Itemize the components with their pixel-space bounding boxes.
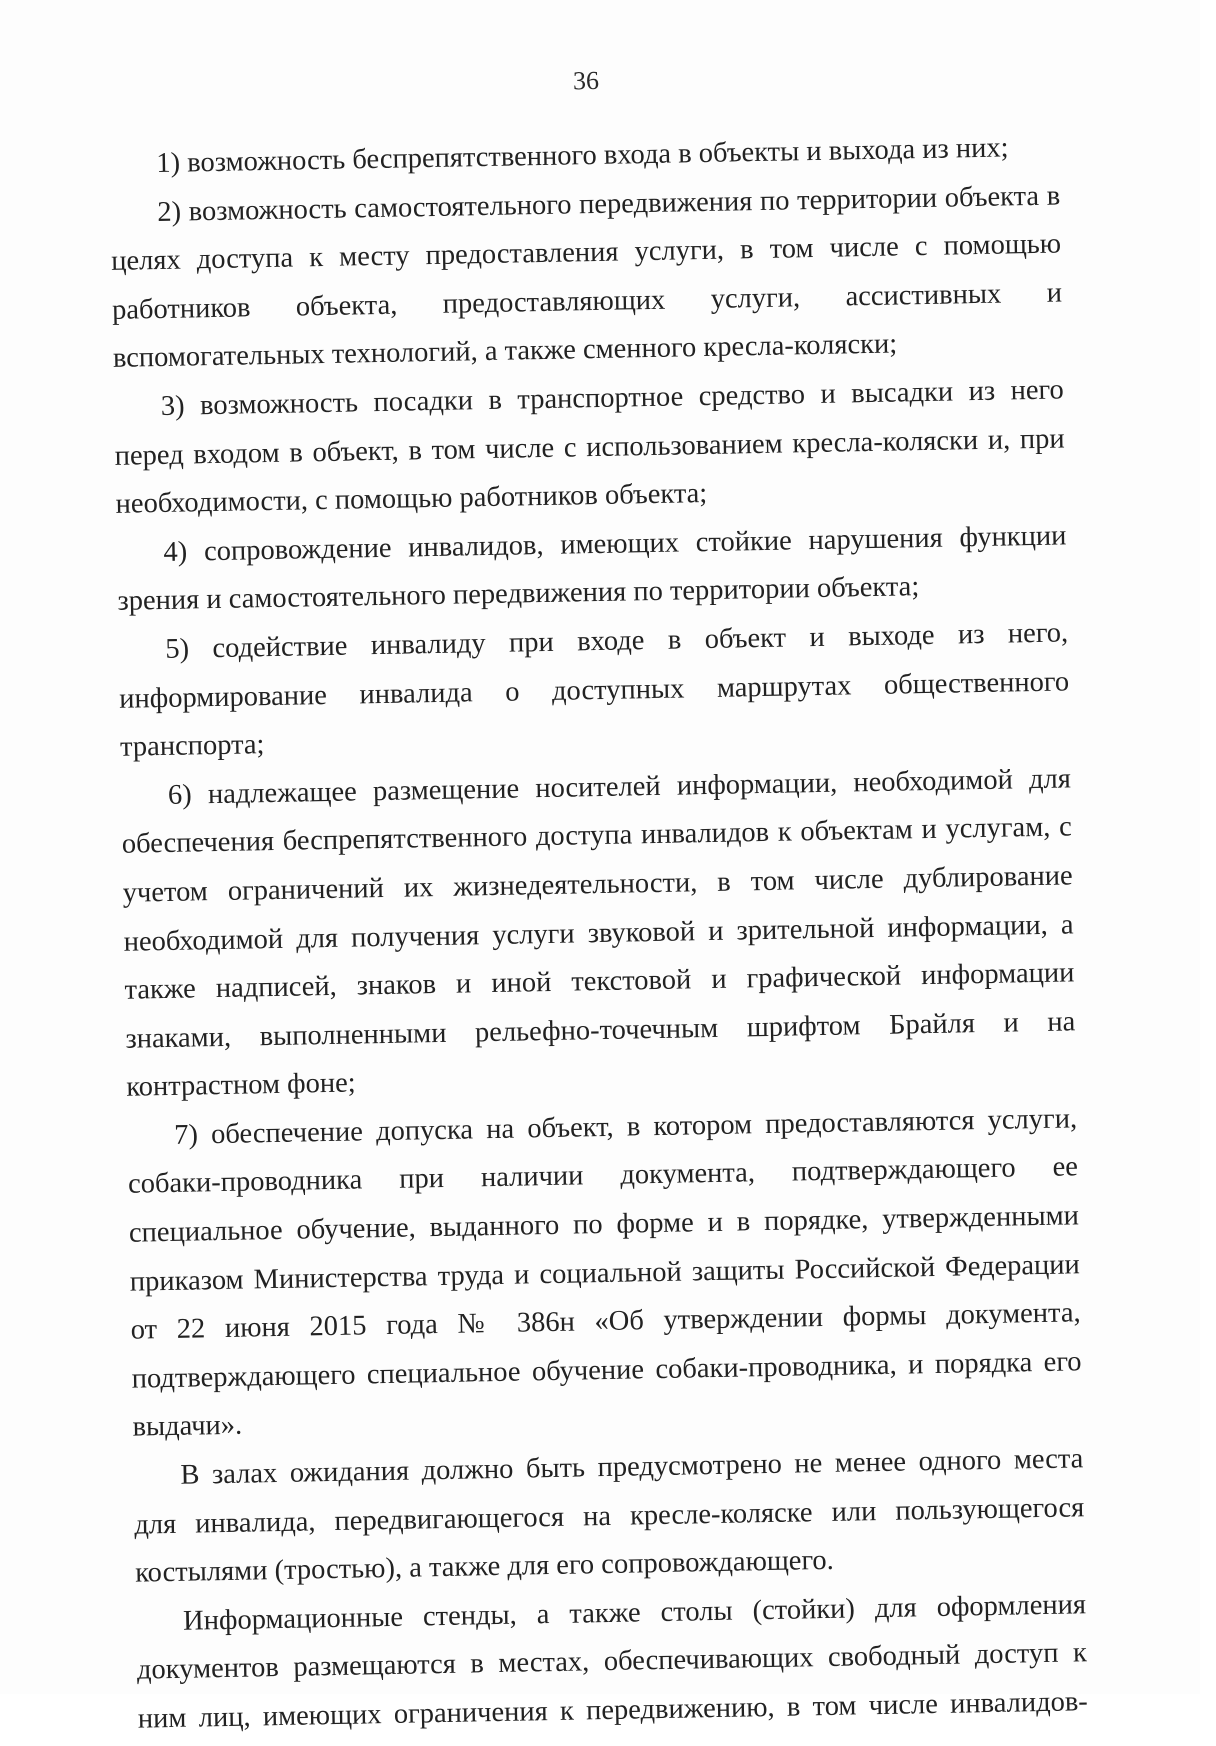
list-item-6: 6) надлежащее размещение носителей информации, необходимой для обеспечения беспрепятственного доступа инвалидов к объектам и услугам, с учетом ограничений их жизнедеятельности, в том числе дублирование необходимой для получения услуги звуковой и зрительной информации, а также надписей, знаков и иной текстовой и графической информации знаками, выполненными рельефно-точечным шрифтом Брайля и на контрастном фоне; <box>121 763 1076 1103</box>
list-item-2: 2) возможность самостоятельного передвижения по территории объекта в целях доступа к месту предоставления услуги, в том числе с помощью работников объекта, предоставляющих услуги, ассистивных и вспомогательных технологий, а также сменного кресла-коляски; <box>110 180 1063 375</box>
paragraph-information-stands: Информационные стенды, а также столы (стойки) для оформления документов размещаются в местах, обеспечивающих свободный доступ к ним лиц, имеющих ограничения к передвижению, в том числе инвалидов- <box>136 1589 1089 1735</box>
list-item-5: 5) содействие инвалиду при входе в объект и выходе из него, информирование инвалида о доступных маршрутах общественного транспорта; <box>118 617 1070 763</box>
list-item-3: 3) возможность посадки в транспортное средство и высадки из него перед входом в объект, в том числе с использованием кресла-коляски и, при необходимости, с помощью работников объекта; <box>114 374 1065 520</box>
list-item-4: 4) сопровождение инвалидов, имеющих стойкие нарушения функции зрения и самостоятельного передвижения по территории объекта; <box>117 520 1067 618</box>
list-item-7: 7) обеспечение допуска на объект, в котором предоставляются услуги, собаки-проводника при наличии документа, подтверждающего ее специальное обучение, выданного по форме и в порядке, утвержденными приказом Министерства труда и социальной защиты Российской Федерации от 22 июня 2015 года № 386н «Об утверждении формы документа, подтверждающего специальное обучение собаки-проводника, и порядка его выдачи». <box>127 1103 1082 1444</box>
page-number: 36 <box>572 65 600 96</box>
document-body <box>109 123 1088 1744</box>
list-item-1: 1) возможность беспрепятственного входа в объекты и выхода из них; <box>156 132 1009 180</box>
paragraph-waiting-rooms: В залах ожидания должно быть предусмотрено не менее одного места для инвалида, передвигающегося на кресле-коляске или пользующегося костылями (тростью), а также для его сопровождающего. <box>134 1443 1085 1589</box>
